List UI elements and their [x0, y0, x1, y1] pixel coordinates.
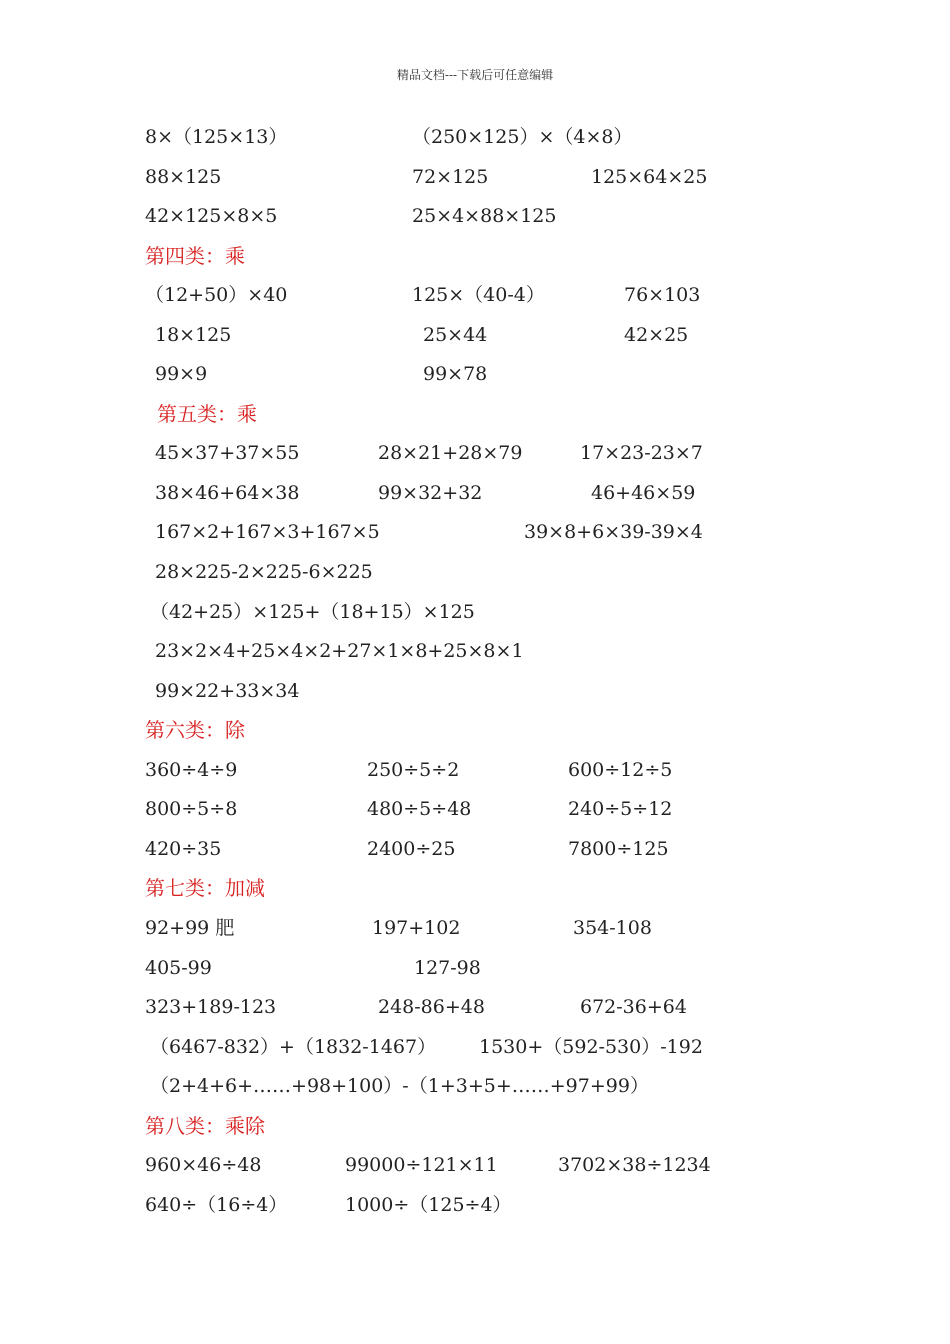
- problem: 28×21+28×79: [378, 442, 523, 464]
- problem: 42×125×8×5: [145, 205, 278, 227]
- problem: 125×64×25: [591, 166, 708, 188]
- problem: 46+46×59: [591, 482, 696, 504]
- problem: 167×2+167×3+167×5: [155, 521, 380, 543]
- problem: 800÷5÷8: [145, 798, 238, 820]
- problem: 480÷5÷48: [367, 798, 472, 820]
- problem: 8×（125×13）: [145, 126, 288, 148]
- problem: 99×78: [423, 363, 488, 385]
- problem: 99×9: [155, 363, 208, 385]
- problem: 38×46+64×38: [155, 482, 300, 504]
- problem: （42+25）×125+（18+15）×125: [150, 601, 475, 623]
- problem: 640÷（16÷4）: [145, 1194, 288, 1216]
- problem: 1530+（592-530）-192: [479, 1036, 703, 1058]
- problem: （6467-832）+（1832-1467）: [150, 1036, 437, 1058]
- problem: 18×125: [155, 324, 232, 346]
- problem: 360÷4÷9: [145, 759, 238, 781]
- problem: 125×（40-4）: [412, 284, 545, 306]
- problem: 25×4×88×125: [412, 205, 557, 227]
- problem: 323+189-123: [145, 996, 277, 1018]
- problem: 76×103: [624, 284, 701, 306]
- problem: 354-108: [573, 917, 652, 939]
- problem: 72×125: [412, 166, 489, 188]
- problem: 127-98: [414, 957, 481, 979]
- page-header: 精品文档---下载后可任意编辑: [396, 68, 554, 82]
- section-heading: 第六类：除: [145, 718, 245, 742]
- problem: 7800÷125: [568, 838, 669, 860]
- section-heading: 第八类：乘除: [145, 1114, 265, 1138]
- problem: （2+4+6+……+98+100）-（1+3+5+……+97+99）: [150, 1075, 649, 1097]
- problem: 45×37+37×55: [155, 442, 300, 464]
- section-heading: 第七类：加减: [145, 876, 265, 900]
- problem: 23×2×4+25×4×2+27×1×8+25×8×1: [155, 640, 524, 662]
- problem: 672-36+64: [580, 996, 687, 1018]
- problem: 248-86+48: [378, 996, 485, 1018]
- problem: 92+99 肥: [145, 917, 235, 939]
- problem: 250÷5÷2: [367, 759, 460, 781]
- problem: 197+102: [372, 917, 461, 939]
- problem: 600÷12÷5: [568, 759, 673, 781]
- problem: 240÷5÷12: [568, 798, 673, 820]
- section-heading: 第五类：乘: [157, 402, 257, 426]
- problem: 1000÷（125÷4）: [345, 1194, 512, 1216]
- problem: 420÷35: [145, 838, 222, 860]
- problem: 99×32+32: [378, 482, 483, 504]
- problem: （250×125）×（4×8）: [412, 126, 633, 148]
- problem: 2400÷25: [367, 838, 456, 860]
- problem: 28×225-2×225-6×225: [155, 561, 373, 583]
- problem: 960×46÷48: [145, 1154, 262, 1176]
- problem: 42×25: [624, 324, 689, 346]
- problem: 405-99: [145, 957, 212, 979]
- problem: 88×125: [145, 166, 222, 188]
- problem: 99000÷121×11: [345, 1154, 498, 1176]
- section-heading: 第四类：乘: [145, 244, 245, 268]
- problem: （12+50）×40: [145, 284, 288, 306]
- problem: 39×8+6×39-39×4: [524, 521, 703, 543]
- problem: 3702×38÷1234: [558, 1154, 711, 1176]
- problem: 17×23-23×7: [580, 442, 703, 464]
- problem: 99×22+33×34: [155, 680, 300, 702]
- problem: 25×44: [423, 324, 488, 346]
